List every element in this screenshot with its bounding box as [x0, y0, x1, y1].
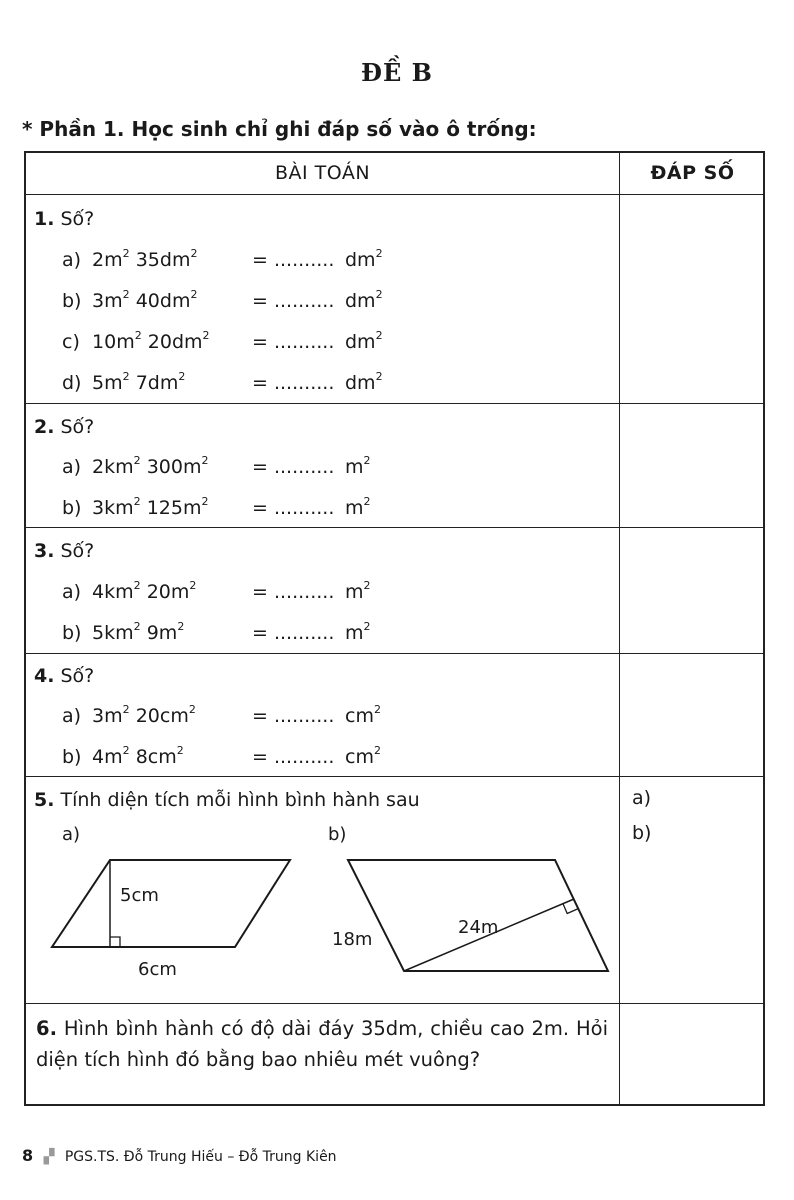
q1a-sup2: 2: [190, 247, 198, 260]
q3b-sup2: 2: [177, 620, 185, 633]
q1d-unit-sup: 2: [375, 370, 383, 383]
fig-b-side-label: 18m: [332, 929, 373, 950]
row-divider: [26, 403, 763, 404]
q2a-expr2: 300m: [146, 456, 202, 478]
header-problems: BÀI TOÁN: [274, 162, 371, 184]
q1-title: [34, 208, 94, 230]
q1b-unit: dm: [345, 290, 376, 312]
q4-title: [34, 665, 94, 687]
q1d-blank: = ..........: [252, 372, 335, 394]
q2b-sup: 2: [133, 495, 141, 508]
q3b-row: [62, 620, 371, 644]
q4b-unit: cm: [345, 746, 374, 768]
q4b-sup: 2: [122, 744, 130, 757]
q1b-label: b): [62, 290, 82, 312]
q2b-sup2: 2: [201, 495, 209, 508]
q1a-unit-sup: 2: [375, 247, 383, 260]
q4a-unit-sup: 2: [373, 703, 381, 716]
q2b-blank: = ..........: [252, 497, 335, 519]
q4b-blank: = ..........: [252, 746, 335, 768]
q1c-sup: 2: [134, 329, 142, 342]
q4a-expr2: 20cm: [135, 705, 189, 727]
q2a-unit-sup: 2: [363, 454, 371, 467]
q1a-blank: = ..........: [252, 249, 335, 271]
q3a-row: [62, 579, 371, 603]
q1d-row: [62, 370, 383, 394]
q1d-expr2: 7dm: [135, 372, 179, 394]
q1d-sup: 2: [122, 370, 130, 383]
q3a-expr2: 20m: [146, 581, 190, 603]
column-divider: [619, 153, 620, 1104]
q3-text: Số?: [60, 540, 95, 562]
footer: [22, 1146, 337, 1165]
q1a-row: [62, 247, 383, 271]
footer-mark: ▞: [43, 1149, 55, 1165]
q1c-sup2: 2: [202, 329, 210, 342]
q1-number: 1.: [34, 208, 55, 230]
q2a-row: [62, 454, 371, 478]
q3b-blank: = ..........: [252, 622, 335, 644]
q1d-label: d): [62, 372, 82, 394]
q1b-row: [62, 288, 383, 312]
q1a-expr2: 35dm: [135, 249, 191, 271]
q6-text: Hình bình hành có độ dài đáy 35dm, chiều cao 2m. Hỏi diện tích hình đó bằng bao nhiêu mét vuông?: [36, 1017, 608, 1071]
q1b-unit-sup: 2: [375, 288, 383, 301]
q2b-expr: 3km: [92, 497, 134, 519]
q1c-blank: = ..........: [252, 331, 335, 353]
q1a-sup: 2: [122, 247, 130, 260]
fig-a-height-label: 5cm: [120, 885, 159, 906]
q4b-expr2: 8cm: [135, 746, 177, 768]
row-divider: [26, 527, 763, 528]
q4a-sup: 2: [122, 703, 130, 716]
q1c-unit: dm: [345, 331, 376, 353]
page-title: ĐỀ B: [361, 58, 433, 87]
q5-answer-a: a): [632, 787, 652, 809]
q3a-unit: m: [345, 581, 364, 603]
row-divider: [26, 776, 763, 777]
q4-text: Số?: [60, 665, 95, 687]
right-angle-mark-b: [563, 904, 577, 914]
q3a-expr: 4km: [92, 581, 134, 603]
page-number: 8: [22, 1146, 34, 1165]
q3a-blank: = ..........: [252, 581, 335, 603]
q4a-expr: 3m: [92, 705, 123, 727]
q1c-label: c): [62, 331, 80, 353]
q4b-expr: 4m: [92, 746, 123, 768]
q3b-expr2: 9m: [146, 622, 178, 644]
q1a-unit: dm: [345, 249, 376, 271]
fig-a-label: a): [62, 824, 81, 845]
q1c-expr: 10m: [92, 331, 135, 353]
q3b-unit-sup: 2: [363, 620, 371, 633]
q2a-sup: 2: [133, 454, 141, 467]
q1c-row: [62, 329, 383, 353]
q1d-expr: 5m: [92, 372, 123, 394]
q3-number: 3.: [34, 540, 55, 562]
q2b-expr2: 125m: [146, 497, 202, 519]
fig-a-base-label: 6cm: [138, 959, 177, 980]
q3b-unit: m: [345, 622, 364, 644]
q3b-label: b): [62, 622, 82, 644]
q1-text: Số?: [60, 208, 95, 230]
q4-number: 4.: [34, 665, 55, 687]
q1b-expr2: 40dm: [135, 290, 191, 312]
row-divider: [26, 1003, 763, 1004]
q2-number: 2.: [34, 416, 55, 438]
q3a-sup2: 2: [189, 579, 197, 592]
q1a-expr: 2m: [92, 249, 123, 271]
q2b-label: b): [62, 497, 82, 519]
q1c-expr2: 20dm: [147, 331, 203, 353]
fig-b-height-label: 24m: [458, 917, 499, 938]
q4a-blank: = ..........: [252, 705, 335, 727]
q1d-unit: dm: [345, 372, 376, 394]
q2a-unit: m: [345, 456, 364, 478]
q3a-label: a): [62, 581, 82, 603]
q4a-sup2: 2: [188, 703, 196, 716]
q3b-expr: 5km: [92, 622, 134, 644]
q5-answer-b: b): [632, 822, 652, 844]
q5-number: 5.: [34, 789, 55, 811]
q2a-label: a): [62, 456, 82, 478]
q2-title: [34, 416, 94, 438]
parallelogram-a: [52, 860, 290, 947]
row-divider: [26, 653, 763, 654]
q5-title: [34, 789, 420, 811]
header-answers: ĐÁP SỐ: [650, 162, 735, 184]
fig-b-label: b): [328, 824, 347, 845]
q4b-sup2: 2: [176, 744, 184, 757]
q1b-blank: = ..........: [252, 290, 335, 312]
row-divider: [26, 194, 763, 195]
q2b-unit: m: [345, 497, 364, 519]
q6-number: 6.: [36, 1017, 57, 1040]
q1c-unit-sup: 2: [375, 329, 383, 342]
exercise-table: [24, 151, 765, 1106]
q4a-row: [62, 703, 381, 727]
q2a-blank: = ..........: [252, 456, 335, 478]
q4b-unit-sup: 2: [373, 744, 381, 757]
q1a-label: a): [62, 249, 82, 271]
instruction: * Phần 1. Học sinh chỉ ghi đáp số vào ô trống:: [22, 117, 537, 141]
q4a-unit: cm: [345, 705, 374, 727]
q3b-sup: 2: [133, 620, 141, 633]
q1d-sup2: 2: [178, 370, 186, 383]
q4a-label: a): [62, 705, 82, 727]
footer-authors: PGS.TS. Đỗ Trung Hiếu – Đỗ Trung Kiên: [64, 1149, 337, 1165]
q2a-expr: 2km: [92, 456, 134, 478]
q4b-label: b): [62, 746, 82, 768]
q1b-sup2: 2: [190, 288, 198, 301]
q4b-row: [62, 744, 381, 768]
q2a-sup2: 2: [201, 454, 209, 467]
q1b-sup: 2: [122, 288, 130, 301]
q5-figures: [26, 813, 616, 993]
q1b-expr: 3m: [92, 290, 123, 312]
q5-text: Tính diện tích mỗi hình bình hành sau: [60, 789, 420, 811]
parallelogram-b: [348, 860, 608, 971]
q6-content: [36, 1013, 608, 1075]
q2b-unit-sup: 2: [363, 495, 371, 508]
right-angle-mark-a: [110, 937, 120, 947]
q3a-sup: 2: [133, 579, 141, 592]
q3-title: [34, 540, 94, 562]
q3a-unit-sup: 2: [363, 579, 371, 592]
q2-text: Số?: [60, 416, 95, 438]
q2b-row: [62, 495, 371, 519]
